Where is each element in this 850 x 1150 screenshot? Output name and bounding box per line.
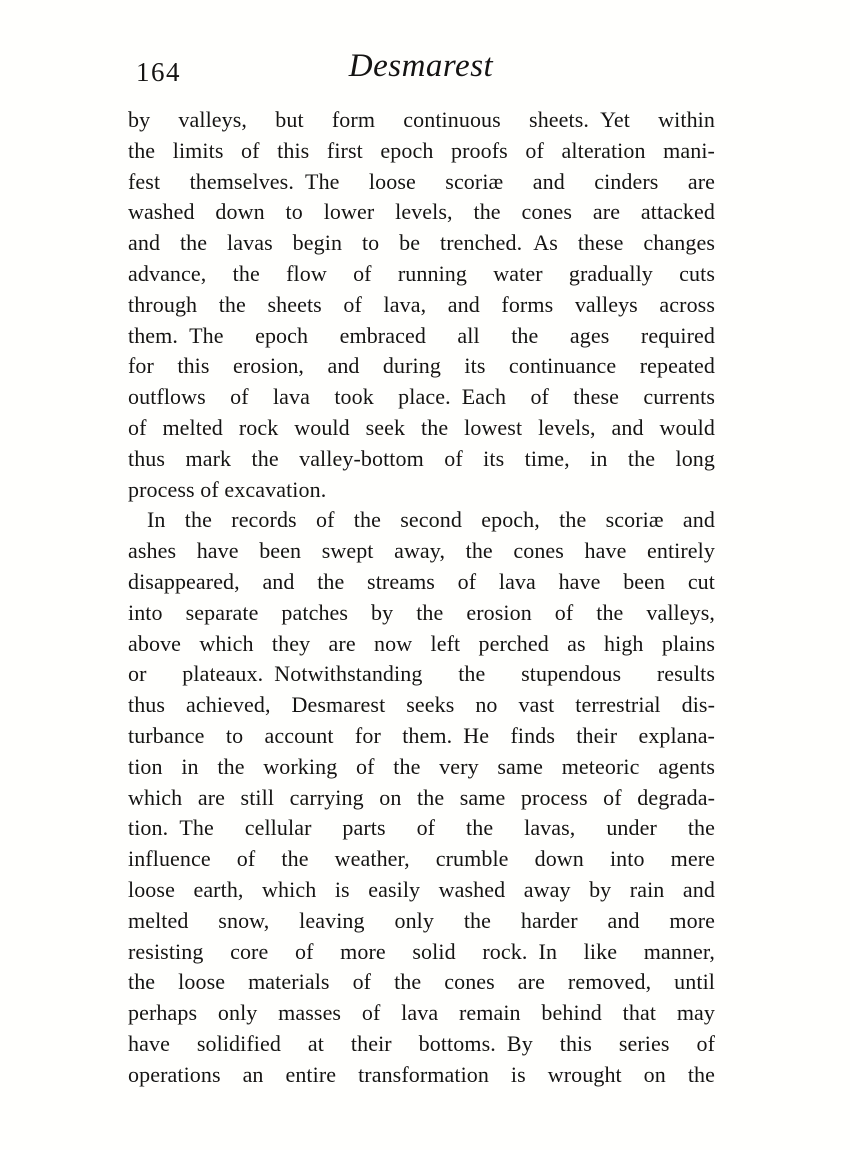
text-line: tion. The cellular parts of the lavas, under the — [128, 815, 715, 841]
text-line: or plateaux. Notwithstanding the stupendous results — [128, 661, 715, 687]
text-line: perhaps only masses of lava remain behind that may — [128, 1000, 715, 1026]
text-line: of melted rock would seek the lowest levels, and would — [128, 414, 715, 440]
text-line: into separate patches by the erosion of the valleys, — [128, 599, 715, 625]
text-line: process of excavation. — [128, 476, 327, 502]
text-line: fest themselves. The loose scoriæ and cinders are — [128, 168, 715, 194]
text-line: the loose materials of the cones are removed, until — [128, 969, 715, 995]
text-line: thus mark the valley-bottom of its time, in the long — [128, 445, 715, 471]
text-line: above which they are now left perched as high plains — [128, 630, 715, 656]
body-text-block — [128, 105, 715, 1091]
text-line: by valleys, but form continuous sheets. Yet within — [128, 107, 715, 132]
text-line: ashes have been swept away, the cones have entirely — [128, 538, 715, 564]
text-line: thus achieved, Desmarest seeks no vast terrestrial dis- — [128, 692, 715, 718]
text-line: through the sheets of lava, and forms valleys across — [128, 291, 715, 317]
text-line: washed down to lower levels, the cones are attacked — [128, 199, 715, 225]
text-line: melted snow, leaving only the harder and more — [128, 907, 715, 933]
text-line: turbance to account for them. He finds their explana- — [128, 722, 715, 748]
page-number: 164 — [136, 57, 181, 87]
text-line: which are still carrying on the same process of degrada- — [128, 784, 715, 810]
text-line: have solidified at their bottoms. By this series of — [128, 1030, 715, 1056]
text-line: for this erosion, and during its continuance repeated — [128, 353, 715, 379]
text-line: tion in the working of the very same meteoric agents — [128, 753, 715, 779]
text-line: disappeared, and the streams of lava have been cut — [128, 568, 715, 594]
text-line: outflows of lava took place. Each of these currents — [128, 384, 715, 410]
text-line: influence of the weather, crumble down into mere — [128, 846, 715, 872]
text-line: and the lavas begin to be trenched. As these changes — [128, 230, 715, 256]
text-line: resisting core of more solid rock. In like manner, — [128, 938, 715, 964]
text-line: the limits of this first epoch proofs of alteration mani- — [128, 137, 715, 163]
text-line: operations an entire transformation is wrought on the — [128, 1061, 715, 1087]
text-line: loose earth, which is easily washed away by rain and — [128, 876, 715, 902]
text-line: advance, the flow of running water gradually cuts — [128, 260, 715, 286]
text-line: them. The epoch embraced all the ages required — [128, 322, 715, 348]
text-line: In the records of the second epoch, the scoriæ and — [147, 507, 715, 533]
running-head-title: Desmarest — [348, 48, 494, 84]
